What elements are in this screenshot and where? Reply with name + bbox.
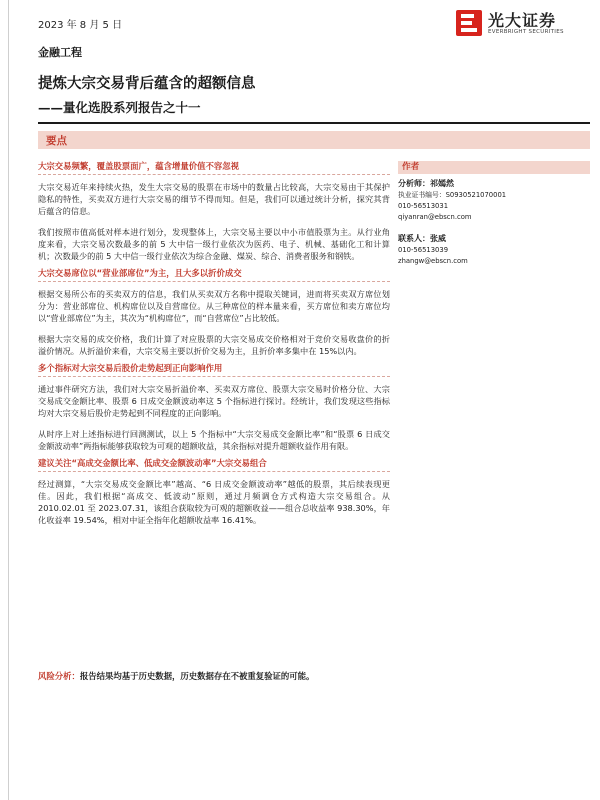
risk-analysis: [38, 670, 314, 682]
report-date: 2023 年 8 月 5 日: [38, 20, 123, 31]
section-paragraph: 通过事件研究方法，我们对大宗交易折溢价率、买卖双方席位、股票大宗交易时价格分位、大宗交易成交金额比率、股票 6 日成交金额波动率这 5 个指标进行探讨。经统计，我们发现这些指标均对大宗交易后股价走势起到不同程度的正向影响。: [38, 384, 390, 418]
analyst-phone: 010-56513031: [398, 202, 449, 210]
contact-email[interactable]: zhangw@ebscn.com: [398, 257, 468, 265]
risk-text: 报告结果均基于历史数据，历史数据存在不被重复验证的可能。: [79, 671, 315, 681]
summary-body: [38, 161, 390, 526]
logo-chinese-name: 光大证券: [488, 11, 557, 30]
section-paragraph: 经过测算，“大宗交易成交金额比率”越高、“6 日成交金额波动率”越低的股票，其后续表现更佳。因此，我们根据“高成交、低波动”原则，通过月频调仓方式构造大宗交易组合。从 2010.02.01 至 2023.07.31，该组合获取较为可观的超额收益——组合总收益率 938.30%，年化收益率 19.54%，相对中证全指年化超额收益率 16.41%。: [38, 479, 390, 525]
section-paragraph: 从时序上对上述指标进行回测测试，以上 5 个指标中“大宗交易成交金额比率”和“股票 6 日成交金额波动率”两指标能够获取较为可观的超额收益，其余指标对提升超额收益作用有限。: [38, 429, 390, 451]
company-logo: [454, 6, 590, 40]
page-left-rule: [8, 0, 9, 800]
contact-phone: 010-56513039: [398, 246, 449, 254]
logo-english-name: EVERBRIGHT SECURITIES: [488, 29, 564, 35]
author-label: 作者: [402, 162, 420, 172]
section-paragraph: 大宗交易近年来持续火热，发生大宗交易的股票在市场中的数量占比较高，大宗交易由于其保护隐私的特性，买卖双方进行大宗交易的细节不得而知。但是，我们可以通过统计分析，探究其背后蕴含的信息。: [38, 182, 390, 216]
section-paragraph: 根据大宗交易的成交价格，我们计算了对应股票的大宗交易成交价格相对于竞价交易收盘价的折溢价情况。从折溢价来看，大宗交易主要以折价交易为主，且折价率多集中在 15%以内。: [38, 334, 390, 356]
everbright-logo-icon: [454, 8, 484, 38]
section-heading: 大宗交易席位以“营业部席位”为主，且大多以折价成交: [38, 268, 390, 282]
contact-name: 联系人：张威: [398, 234, 446, 243]
report-title: 提炼大宗交易背后蕴含的超额信息: [38, 76, 256, 92]
summary-label: 要点: [46, 135, 67, 147]
report-subtitle: ——量化选股系列报告之十一: [38, 100, 201, 115]
section-paragraph: 根据交易所公布的买卖双方的信息，我们从买卖双方名称中提取关键词，进而将买卖双方席位划分为：营业部席位、机构席位以及自营席位。从三种席位的样本量来看，买方席位和卖方席位均以“营业部席位”为主，其次为“机构席位”，而“自营席位”占比较低。: [38, 289, 390, 323]
author-sidebar: [398, 161, 590, 267]
analyst-name: 分析师：祁嫣然: [398, 179, 454, 188]
analyst-cert: 执业证书编号：S0930521070001: [398, 191, 507, 199]
title-divider: [38, 122, 590, 124]
section-heading: 多个指标对大宗交易后股价走势起到正向影响作用: [38, 363, 390, 377]
analyst-email[interactable]: qiyanran@ebscn.com: [398, 213, 472, 221]
section-paragraph: 我们按照市值高低对样本进行划分，发现整体上，大宗交易主要以中小市值股票为主。从行业角度来看，大宗交易次数最多的前 5 大中信一级行业依次为医药、电子、机械、基础化工和计算机；次数最少的前 5 大中信一级行业依次为综合金融、煤炭、综合、消费者服务和钢铁。: [38, 227, 390, 261]
risk-label: 风险分析：: [38, 671, 80, 681]
section-heading: 建议关注“高成交金额比率、低成交金额波动率”大宗交易组合: [38, 458, 390, 472]
author-header-bar: [398, 161, 590, 174]
section-heading: 大宗交易频繁，覆盖股票面广，蕴含增量价值不容忽视: [38, 161, 390, 175]
summary-header-bar: [38, 131, 590, 149]
report-category: 金融工程: [38, 46, 82, 59]
